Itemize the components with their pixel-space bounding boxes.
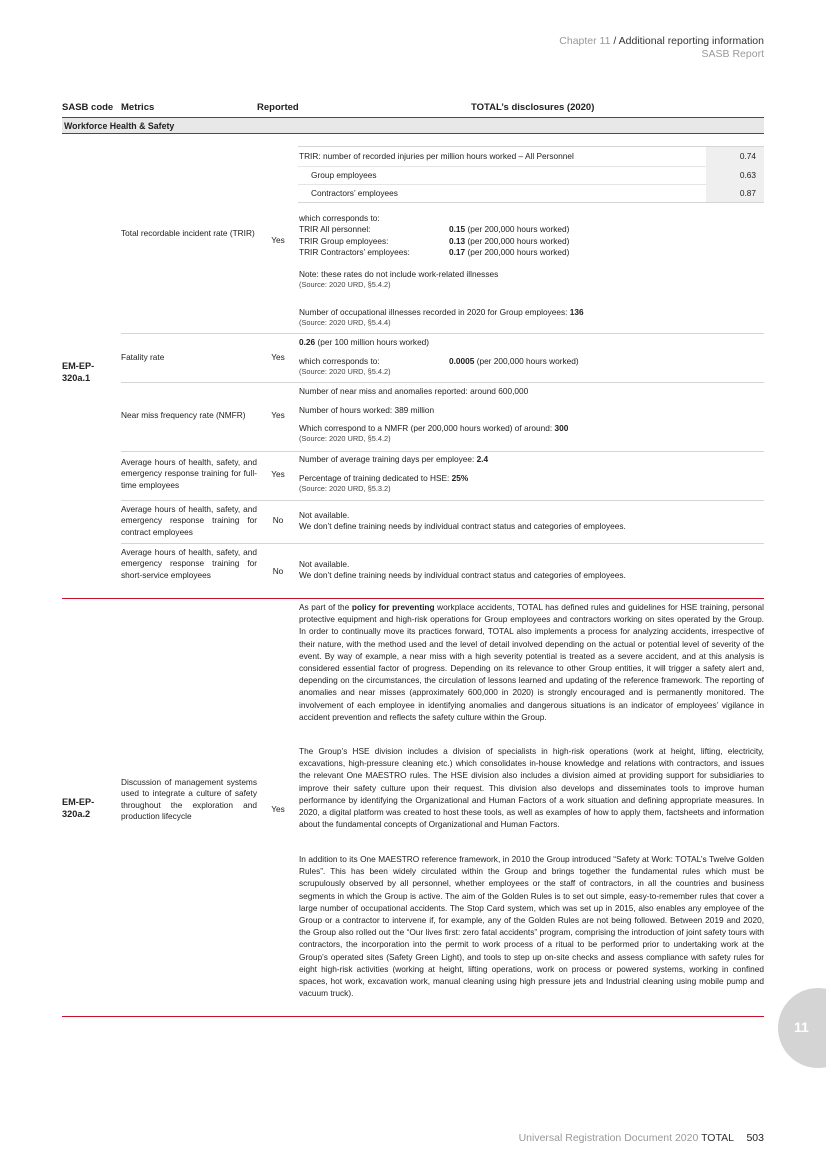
trir-corresponds [299,213,764,259]
trir-note [299,269,764,291]
metric-training-fulltime: Average hours of health, safety, and emergency response training for full-time employees [121,457,257,490]
training-contract-text: Not available. We don’t define training needs by individual contract status and categories of employees. [299,510,626,532]
discussion-paragraph-1: As part of the policy for preventing workplace accidents, TOTAL has defined rules and guidelines for HSE training, personal protective equipment and high-risk operations for Group employees and contractors working on sites operated by the Group. In order to continually move its practices forward, TOTAL also implements a process for analyzing accidents, irrespective of their nature, with the method used and the level of detail involved depending on the actual or potential level of severity of the event. By way of example, a near miss with a high severity potential is treated as a severe accident, and at this analysis is considered essential factor of progress. Depending on its relevance to other Group entities, it will trigger a safety alert and, depending on the circumstances, the circulation of lessons learned and updating of the reference framework. The reporting of anomalies and near misses (approximately 600,000 in 2020) is strongly encouraged and is permanently monitored. The involvement of each employee in identifying anomalies and dangerous situations is an indicator of employees’ vigilance in accident prevention and reflects the safety culture within the Group. [299,602,764,722]
reported-training-fulltime: Yes [271,469,285,479]
nmfr-line3: Which correspond to a NMFR (per 200,000 hours worked) of around: 300 (Source: 2020 URD, §5.4.2) [299,423,764,445]
header-separator: / [610,35,619,47]
row-divider [121,333,764,334]
footer-document: Universal Registration Document 2020 [518,1132,699,1144]
trir-row-value: 0.63 [706,166,764,185]
reported-nmfr: Yes [271,410,285,420]
training-hse: Percentage of training dedicated to HSE: 25% (Source: 2020 URD, §5.3.2) [299,473,764,495]
col-header-sasb-code: SASB code [62,102,114,113]
row-divider [121,500,764,501]
reported-fatality: Yes [271,352,285,362]
trir-row-label: Contractors’ employees [311,188,398,198]
col-header-metrics: Metrics [121,102,155,113]
trir-row-all [298,147,764,166]
corresponds-label: which corresponds to: [299,213,380,223]
divider [298,202,764,203]
nmfr-line1: Number of near miss and anomalies reported: around 600,000 [299,386,529,396]
trir-row-value: 0.87 [706,184,764,203]
fatality-corresponds: which corresponds to: 0.0005 (per 200,000 hours worked) (Source: 2020 URD, §5.4.2) [299,356,764,378]
trir-line: TRIR All personnel: 0.15 (per 200,000 hours worked) [299,224,570,235]
page-footer [519,1131,764,1145]
trir-line: TRIR Group employees: 0.13 (per 200,000 hours worked) [299,235,570,246]
sasb-code-320a1: EM-EP- 320a.1 [62,361,95,383]
fatality-rate: 0.26 (per 100 million hours worked) [299,337,430,347]
source-ref: (Source: 2020 URD, §5.3.2) [299,484,391,494]
footer-brand: TOTAL [701,1132,734,1144]
page-header [559,35,764,60]
sasb-code-320a2: EM-EP- 320a.2 [62,797,95,819]
reported-training-short: No [272,566,284,576]
note-text: Note: these rates do not include work-related illnesses [299,269,499,279]
discussion-paragraph-2: The Group’s HSE division includes a division of specialists in high-risk operations (work at height, lifting, electricity, excavations, high-pressure cleaning etc.) which consolidates in-house knowledge and relations with contractors, and issues the relevant One MAESTRO rules. The HSE division also includes a division aimed at providing support for subsidiaries to improve their safety culture upon their request. This division also develops and disseminates tools to improve human performance by identifying the Organizational and Human Factors of a work situation and defining appropriate measures. In 2020, a digital platform was created to host these tools, as well as examples of how to apply them, factsheets and information about the fundamental concepts of Organizational and Human Factors. [299,746,764,830]
trir-row-group [298,166,764,185]
chapter-title: Additional reporting information [618,35,764,47]
trir-row-label: TRIR: number of recorded injuries per million hours worked – All Personnel [299,151,574,161]
col-header-disclosures: TOTAL’s disclosures (2020) [471,102,595,113]
reported-discussion: Yes [271,804,285,814]
table-bottom-rule [62,1016,764,1017]
training-days: Number of average training days per employee: 2.4 [299,454,489,464]
chapter-label: Chapter 11 [559,35,611,47]
occupational-text: Number of occupational illnesses recorded in 2020 for Group employees: 136 [299,307,584,317]
nmfr-line2: Number of hours worked: 389 million [299,405,435,415]
page-number: 503 [746,1132,764,1144]
section-title: Workforce Health & Safety [64,121,175,131]
occupational-illnesses [299,307,764,329]
chapter-number: 11 [794,1019,809,1035]
trir-row-label: Group employees [311,170,377,180]
metric-trir: Total recordable incident rate (TRIR) [121,228,255,238]
reported-trir: Yes [271,235,285,245]
col-header-reported: Reported [257,102,299,113]
row-divider [121,451,764,452]
group-divider [62,598,764,599]
section-subtitle: SASB Report [701,47,764,60]
metric-fatality: Fatality rate [121,352,165,362]
source-ref: (Source: 2020 URD, §5.4.2) [299,434,391,444]
trir-row-contractors [298,184,764,203]
trir-row-value: 0.74 [706,147,764,166]
source-ref: (Source: 2020 URD, §5.4.2) [299,280,391,290]
row-divider [121,382,764,383]
source-ref: (Source: 2020 URD, §5.4.2) [299,367,391,377]
metric-discussion: Discussion of management systems used to integrate a culture of safety throughout the exploration and production lifecycle [121,777,257,822]
source-ref: (Source: 2020 URD, §5.4.4) [299,318,391,328]
training-short-text: Not available. We don’t define training needs by individual contract status and categories of employees. [299,559,626,581]
trir-line: TRIR Contractors’ employees: 0.17 (per 200,000 hours worked) [299,247,570,258]
chapter-tab-badge [778,988,826,1068]
discussion-paragraph-3: In addition to its One MAESTRO reference framework, in 2010 the Group introduced “Safety at Work: TOTAL’s Twelve Golden Rules”. This has been widely circulated within the Group and brings together the fundamental rules which must be scrupulously observed by all personnel, whether employees or the staff of contractors, in all the countries and business segments in which the Group is active. The aim of the Golden Rules is to set out simple, easy-to-remember rules that cover a large number of occupational accidents. The Stop Card system, which was set up in 2015, also enables any employee of the Group or a contractor to intervene if, for example, any of the Golden Rules are not being followed. Between 2019 and 2020, the Group also rolled out the “Our lives first: zero fatal accidents” program, comprising the introduction of joint safety tours with contractors, the incorporation into the permit to work process of a ritual to be performed prior to undertaking work at the Group’s operated sites (Safety Green Light), and tools to step up on-site checks and assess compliance with safety rules for eight high-risk activities (working at height, lifting operations, work on process or powered systems, working in confined spaces, hot work, excavation work, manual cleaning using high pressure jets and Industrial cleaning using mobile pump and vacuum truck). [299,854,764,999]
reported-training-contract: No [272,515,284,525]
metric-nmfr: Near miss frequency rate (NMFR) [121,410,246,420]
section-bar [62,117,764,134]
metric-training-contract: Average hours of health, safety, and emergency response training for contract employees [121,504,257,537]
metric-training-short: Average hours of health, safety, and emergency response training for short-service employees [121,547,257,580]
row-divider [121,543,764,544]
